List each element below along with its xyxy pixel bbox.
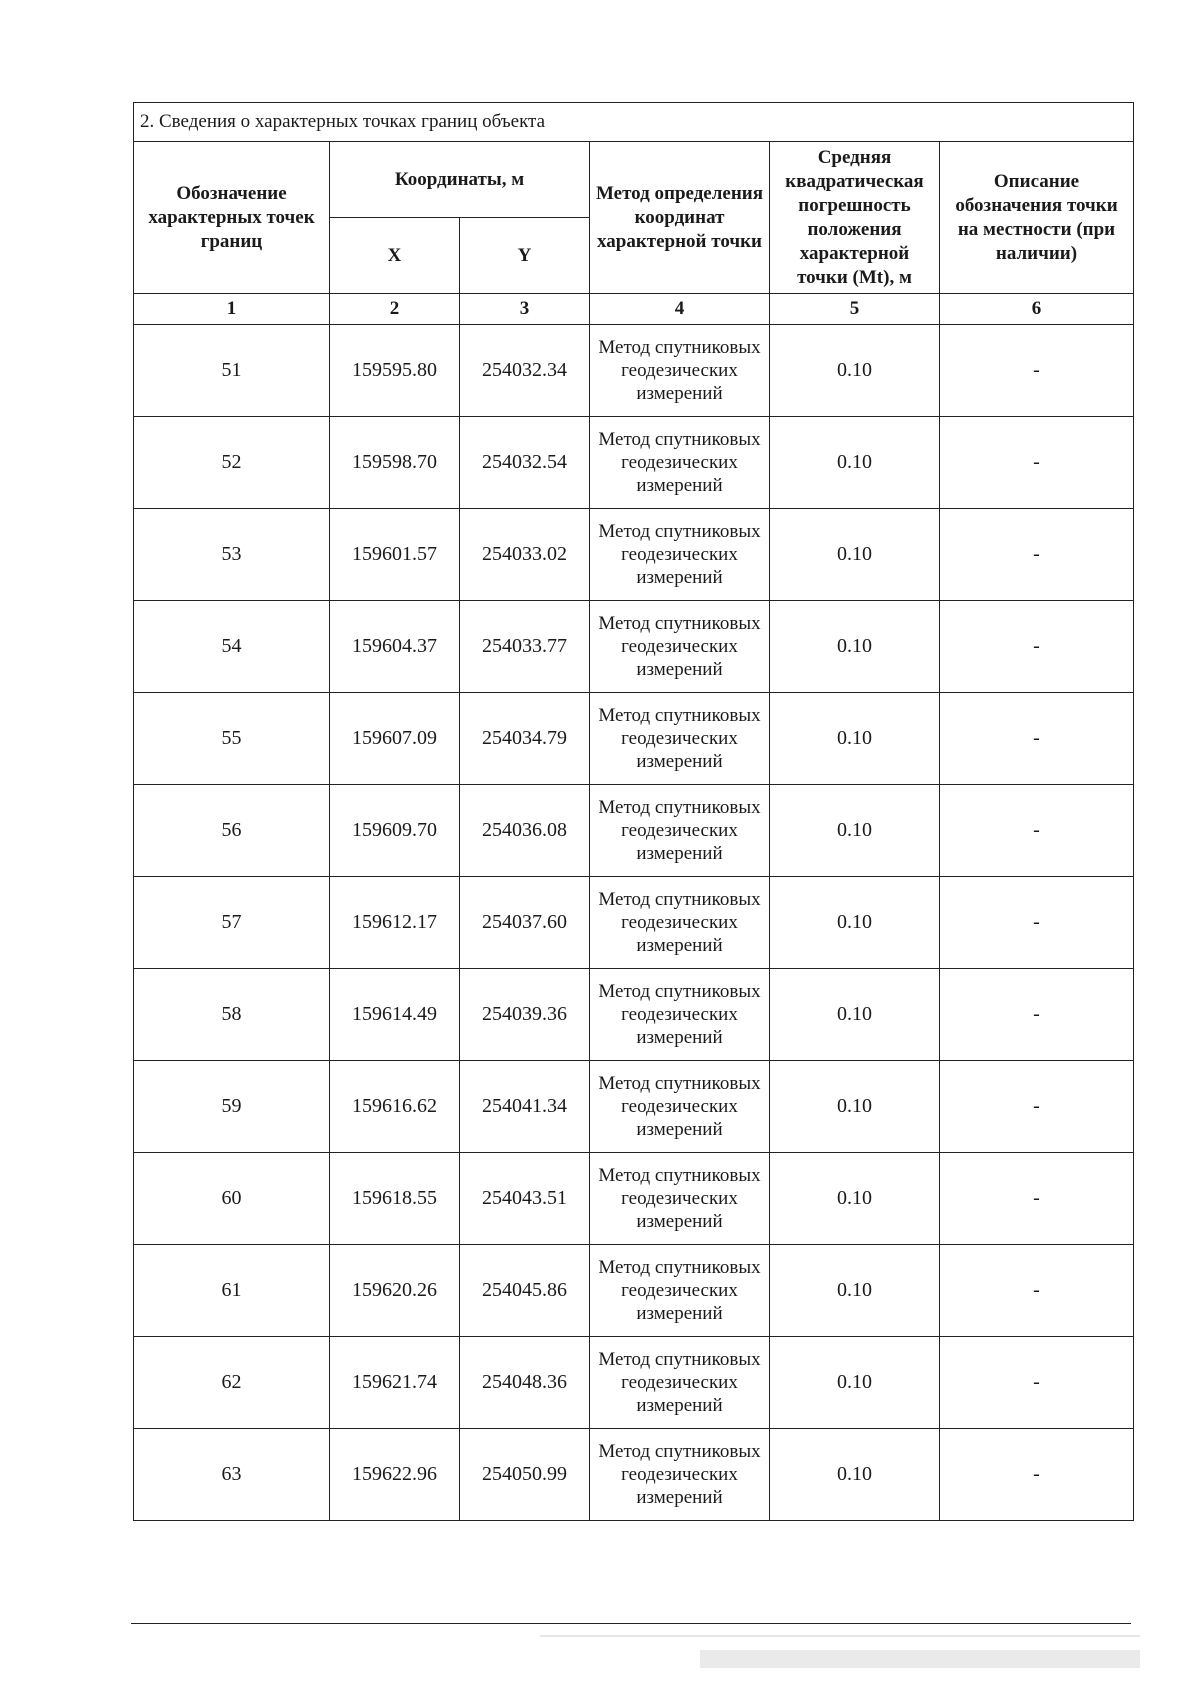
table-row [134, 1337, 1134, 1429]
coord-y: 254043.51 [460, 1153, 590, 1245]
document-page [133, 102, 1133, 1521]
coord-y: 254036.08 [460, 785, 590, 877]
coord-x: 159612.17 [330, 877, 460, 969]
coord-x: 159616.62 [330, 1061, 460, 1153]
coord-x: 159601.57 [330, 509, 460, 601]
description: - [940, 785, 1134, 877]
column-number: 2 [330, 294, 460, 325]
mean-error: 0.10 [770, 1337, 940, 1429]
coord-x: 159604.37 [330, 601, 460, 693]
description: - [940, 1337, 1134, 1429]
table-row [134, 601, 1134, 693]
point-id: 53 [134, 509, 330, 601]
method: Метод спутниковых геодезических измерений [590, 601, 770, 693]
table-row [134, 969, 1134, 1061]
coord-x: 159621.74 [330, 1337, 460, 1429]
method: Метод спутниковых геодезических измерений [590, 877, 770, 969]
method: Метод спутниковых геодезических измерений [590, 325, 770, 417]
point-id: 51 [134, 325, 330, 417]
header-point-designation: Обозначение характерных точек границ [134, 142, 330, 294]
coord-y: 254045.86 [460, 1245, 590, 1337]
mean-error: 0.10 [770, 969, 940, 1061]
description: - [940, 601, 1134, 693]
method: Метод спутниковых геодезических измерений [590, 417, 770, 509]
mean-error: 0.10 [770, 1153, 940, 1245]
description: - [940, 1429, 1134, 1521]
table-row [134, 1429, 1134, 1521]
description: - [940, 1061, 1134, 1153]
table-row [134, 877, 1134, 969]
table-row [134, 417, 1134, 509]
point-id: 52 [134, 417, 330, 509]
description: - [940, 325, 1134, 417]
method: Метод спутниковых геодезических измерений [590, 1337, 770, 1429]
method: Метод спутниковых геодезических измерений [590, 1061, 770, 1153]
coord-x: 159607.09 [330, 693, 460, 785]
point-id: 60 [134, 1153, 330, 1245]
coord-x: 159618.55 [330, 1153, 460, 1245]
point-id: 63 [134, 1429, 330, 1521]
coord-y: 254033.02 [460, 509, 590, 601]
method: Метод спутниковых геодезических измерений [590, 509, 770, 601]
point-id: 55 [134, 693, 330, 785]
mean-error: 0.10 [770, 1245, 940, 1337]
method: Метод спутниковых геодезических измерений [590, 1153, 770, 1245]
coord-y: 254033.77 [460, 601, 590, 693]
description: - [940, 1153, 1134, 1245]
method: Метод спутниковых геодезических измерений [590, 1429, 770, 1521]
coord-x: 159620.26 [330, 1245, 460, 1337]
header-method: Метод определения координат характерной точки [590, 142, 770, 294]
mean-error: 0.10 [770, 325, 940, 417]
point-id: 57 [134, 877, 330, 969]
mean-error: 0.10 [770, 601, 940, 693]
coord-y: 254050.99 [460, 1429, 590, 1521]
coord-y: 254037.60 [460, 877, 590, 969]
footer-rule [131, 1623, 1131, 1624]
coord-x: 159595.80 [330, 325, 460, 417]
mean-error: 0.10 [770, 1061, 940, 1153]
method: Метод спутниковых геодезических измерений [590, 1245, 770, 1337]
coord-y: 254041.34 [460, 1061, 590, 1153]
table-row [134, 785, 1134, 877]
column-number: 3 [460, 294, 590, 325]
column-number: 1 [134, 294, 330, 325]
header-y: Y [460, 218, 590, 294]
description: - [940, 417, 1134, 509]
section-title: 2. Сведения о характерных точках границ объекта [134, 103, 1134, 142]
method: Метод спутниковых геодезических измерений [590, 785, 770, 877]
description: - [940, 1245, 1134, 1337]
table-row [134, 693, 1134, 785]
point-id: 61 [134, 1245, 330, 1337]
coord-y: 254039.36 [460, 969, 590, 1061]
column-number: 5 [770, 294, 940, 325]
point-id: 59 [134, 1061, 330, 1153]
method: Метод спутниковых геодезических измерений [590, 969, 770, 1061]
boundary-points-table [133, 102, 1134, 1521]
coord-x: 159598.70 [330, 417, 460, 509]
coord-x: 159609.70 [330, 785, 460, 877]
table-row [134, 509, 1134, 601]
table-row [134, 325, 1134, 417]
header-x: X [330, 218, 460, 294]
column-number: 6 [940, 294, 1134, 325]
scan-noise [540, 1635, 1140, 1637]
table-row [134, 1245, 1134, 1337]
description: - [940, 509, 1134, 601]
point-id: 58 [134, 969, 330, 1061]
table-row [134, 1061, 1134, 1153]
description: - [940, 877, 1134, 969]
header-description: Описание обозначения точки на местности (при наличии) [940, 142, 1134, 294]
coord-y: 254032.54 [460, 417, 590, 509]
mean-error: 0.10 [770, 693, 940, 785]
point-id: 54 [134, 601, 330, 693]
header-mean-error: Средняя квадратическая погрешность положения характерной точки (Mt), м [770, 142, 940, 294]
mean-error: 0.10 [770, 785, 940, 877]
description: - [940, 693, 1134, 785]
coord-y: 254048.36 [460, 1337, 590, 1429]
coord-x: 159614.49 [330, 969, 460, 1061]
scan-noise [700, 1650, 1140, 1668]
mean-error: 0.10 [770, 1429, 940, 1521]
point-id: 56 [134, 785, 330, 877]
method: Метод спутниковых геодезических измерений [590, 693, 770, 785]
coord-y: 254034.79 [460, 693, 590, 785]
point-id: 62 [134, 1337, 330, 1429]
mean-error: 0.10 [770, 509, 940, 601]
table-row [134, 1153, 1134, 1245]
coord-y: 254032.34 [460, 325, 590, 417]
header-coordinates: Координаты, м [330, 142, 590, 218]
coord-x: 159622.96 [330, 1429, 460, 1521]
description: - [940, 969, 1134, 1061]
mean-error: 0.10 [770, 877, 940, 969]
table-body [134, 325, 1134, 1521]
column-number: 4 [590, 294, 770, 325]
mean-error: 0.10 [770, 417, 940, 509]
